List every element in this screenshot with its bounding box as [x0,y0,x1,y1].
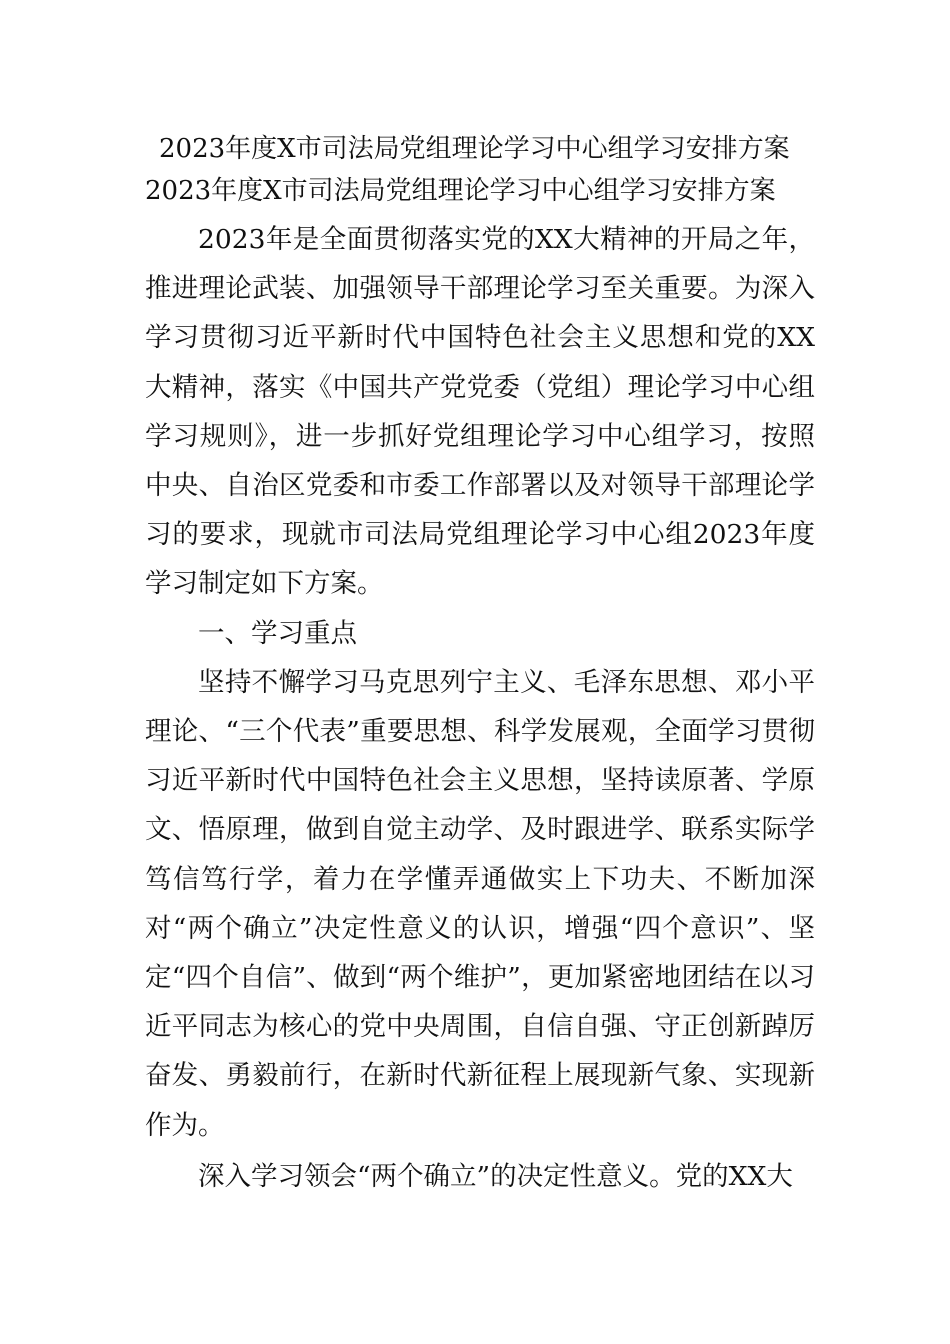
intro-paragraph: 2023年是全面贯彻落实党的XX大精神的开局之年，推进理论武装、加强领导干部理论学习至关重要。为深入学习贯彻习近平新时代中国特色社会主义思想和党的XX大精神，落实《中国共产党党委（党组）理论学习中心组学习规则》，进一步抓好党组理论学习中心组学习，按照中央、自治区党委和市委工作部署以及对领导干部理论学习的要求，现就市司法局党组理论学习中心组2023年度学习制定如下方案。 [145,224,815,600]
document-title: 2023年度X市司法局党组理论学习中心组学习安排方案 [159,134,790,164]
section-heading: 一、学习重点 [198,617,357,649]
section-item-paragraph: 深入学习领会“两个确立”的决定性意义。党的XX大 [198,1160,793,1192]
section-paragraph: 坚持不懈学习马克思列宁主义、毛泽东思想、邓小平理论、“三个代表”重要思想、科学发展观，全面学习贯彻习近平新时代中国特色社会主义思想，坚持读原著、学原文、悟原理，做到自觉主动学、及时跟进学、联系实际学笃信笃行学，着力在学懂弄通做实上下功夫、不断加深对“两个确立”决定性意义的认识，增强“四个意识”、坚定“四个自信”、做到“两个维护”，更加紧密地团结在以习近平同志为核心的党中央周围，自信自强、守正创新踔厉奋发、勇毅前行，在新时代新征程上展现新气象、实现新作为。 [145,666,815,1141]
document-subtitle: 2023年度X市司法局党组理论学习中心组学习安排方案 [145,176,776,206]
document-body [145,128,815,1201]
